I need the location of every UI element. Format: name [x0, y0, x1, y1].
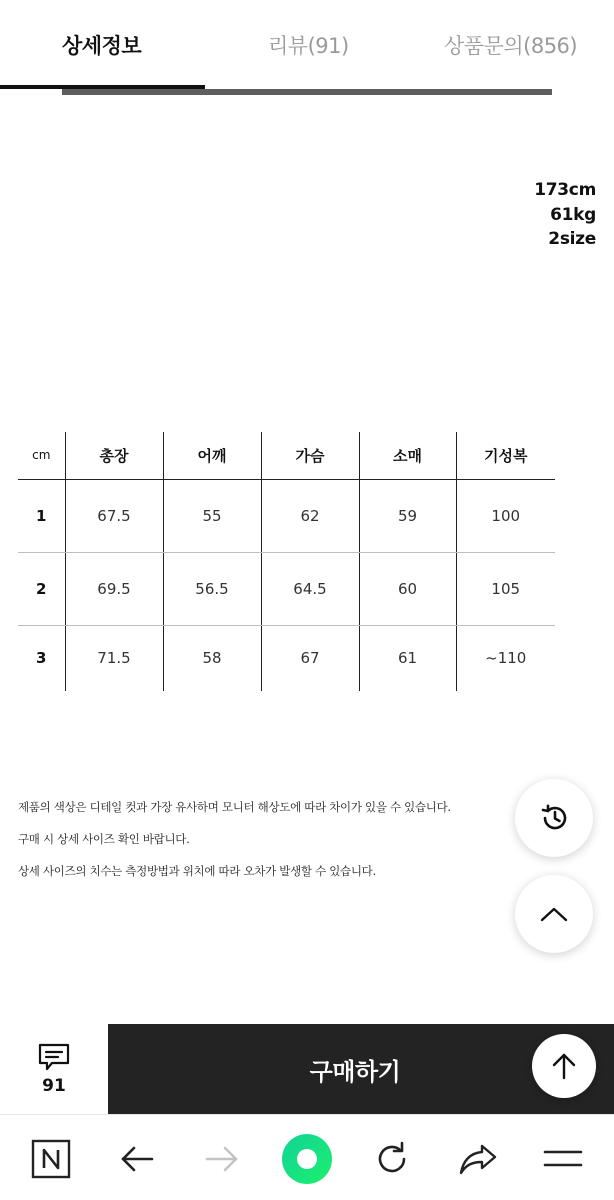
model-height: 173cm	[534, 180, 596, 200]
tab-bar	[0, 0, 614, 90]
model-info	[534, 178, 596, 252]
table-cell: 55	[163, 479, 261, 552]
table-cell: 105	[456, 552, 555, 625]
table-cell: 60	[359, 552, 456, 625]
forward-button[interactable]	[196, 1133, 248, 1185]
model-weight: 61kg	[550, 204, 596, 225]
refresh-icon	[373, 1140, 411, 1178]
recent-history-button[interactable]	[515, 779, 593, 857]
table-header-chest: 가슴	[261, 432, 359, 479]
tab-reviews[interactable]: 리뷰(91)	[268, 34, 349, 58]
table-cell: 56.5	[163, 552, 261, 625]
naver-home-button[interactable]	[25, 1133, 77, 1185]
share-icon	[458, 1141, 498, 1177]
scroll-to-top-button[interactable]	[532, 1034, 596, 1098]
note-size-check: 구매 시 상세 사이즈 확인 바랍니다.	[18, 832, 190, 846]
table-header-shoulder: 어깨	[163, 432, 261, 479]
note-measurement: 상세 사이즈의 치수는 측정방법과 위치에 따라 오차가 발생할 수 있습니다.	[18, 864, 376, 878]
model-size: 2size	[548, 229, 596, 249]
table-cell: 61	[359, 625, 456, 691]
table-row	[18, 625, 555, 691]
buy-button-label: 구매하기	[309, 1057, 401, 1086]
table-header-length: 총장	[65, 432, 163, 479]
share-button[interactable]	[452, 1133, 504, 1185]
review-count: 91	[42, 1076, 66, 1096]
table-cell: 58	[163, 625, 261, 691]
naver-n-icon	[31, 1139, 71, 1179]
table-header-unit: cm	[18, 432, 65, 479]
table-cell: 100	[456, 479, 555, 552]
size-table	[18, 432, 555, 691]
refresh-button[interactable]	[366, 1133, 418, 1185]
table-cell: 2	[18, 552, 65, 625]
browser-navigation-bar	[0, 1114, 614, 1200]
table-cell: 59	[359, 479, 456, 552]
tab-detail[interactable]: 상세정보	[62, 34, 142, 58]
comment-icon	[37, 1042, 71, 1072]
scroll-up-button[interactable]	[515, 875, 593, 953]
chevron-up-icon	[539, 904, 569, 924]
green-dot-button[interactable]	[281, 1133, 333, 1185]
table-cell: 67	[261, 625, 359, 691]
arrow-up-icon	[550, 1051, 578, 1081]
back-button[interactable]	[111, 1133, 163, 1185]
menu-button[interactable]	[537, 1133, 589, 1185]
table-cell: 64.5	[261, 552, 359, 625]
arrow-left-icon	[119, 1144, 155, 1174]
purchase-bar	[0, 1024, 614, 1114]
review-shortcut-button[interactable]	[0, 1024, 108, 1114]
table-cell: 62	[261, 479, 359, 552]
product-photo-edge	[62, 89, 552, 95]
product-notes	[18, 800, 451, 896]
table-cell: 71.5	[65, 625, 163, 691]
tab-inquiries[interactable]: 상품문의(856)	[444, 34, 578, 58]
table-header-row	[18, 432, 555, 479]
history-icon	[537, 801, 571, 835]
note-color: 제품의 색상은 디테일 컷과 가장 유사하며 모니터 해상도에 따라 차이가 있을 수 있습니다.	[18, 800, 451, 814]
table-cell: 1	[18, 479, 65, 552]
green-circle-icon	[281, 1133, 333, 1185]
table-cell: 3	[36, 649, 47, 668]
menu-icon	[543, 1147, 583, 1171]
table-header-ready-made: 기성복	[456, 432, 555, 479]
table-row	[18, 552, 555, 625]
table-row	[18, 479, 555, 552]
table-cell: 67.5	[65, 479, 163, 552]
table-cell: 69.5	[65, 552, 163, 625]
arrow-right-icon	[204, 1144, 240, 1174]
table-cell: ~110	[456, 625, 555, 691]
table-header-sleeve: 소매	[359, 432, 456, 479]
